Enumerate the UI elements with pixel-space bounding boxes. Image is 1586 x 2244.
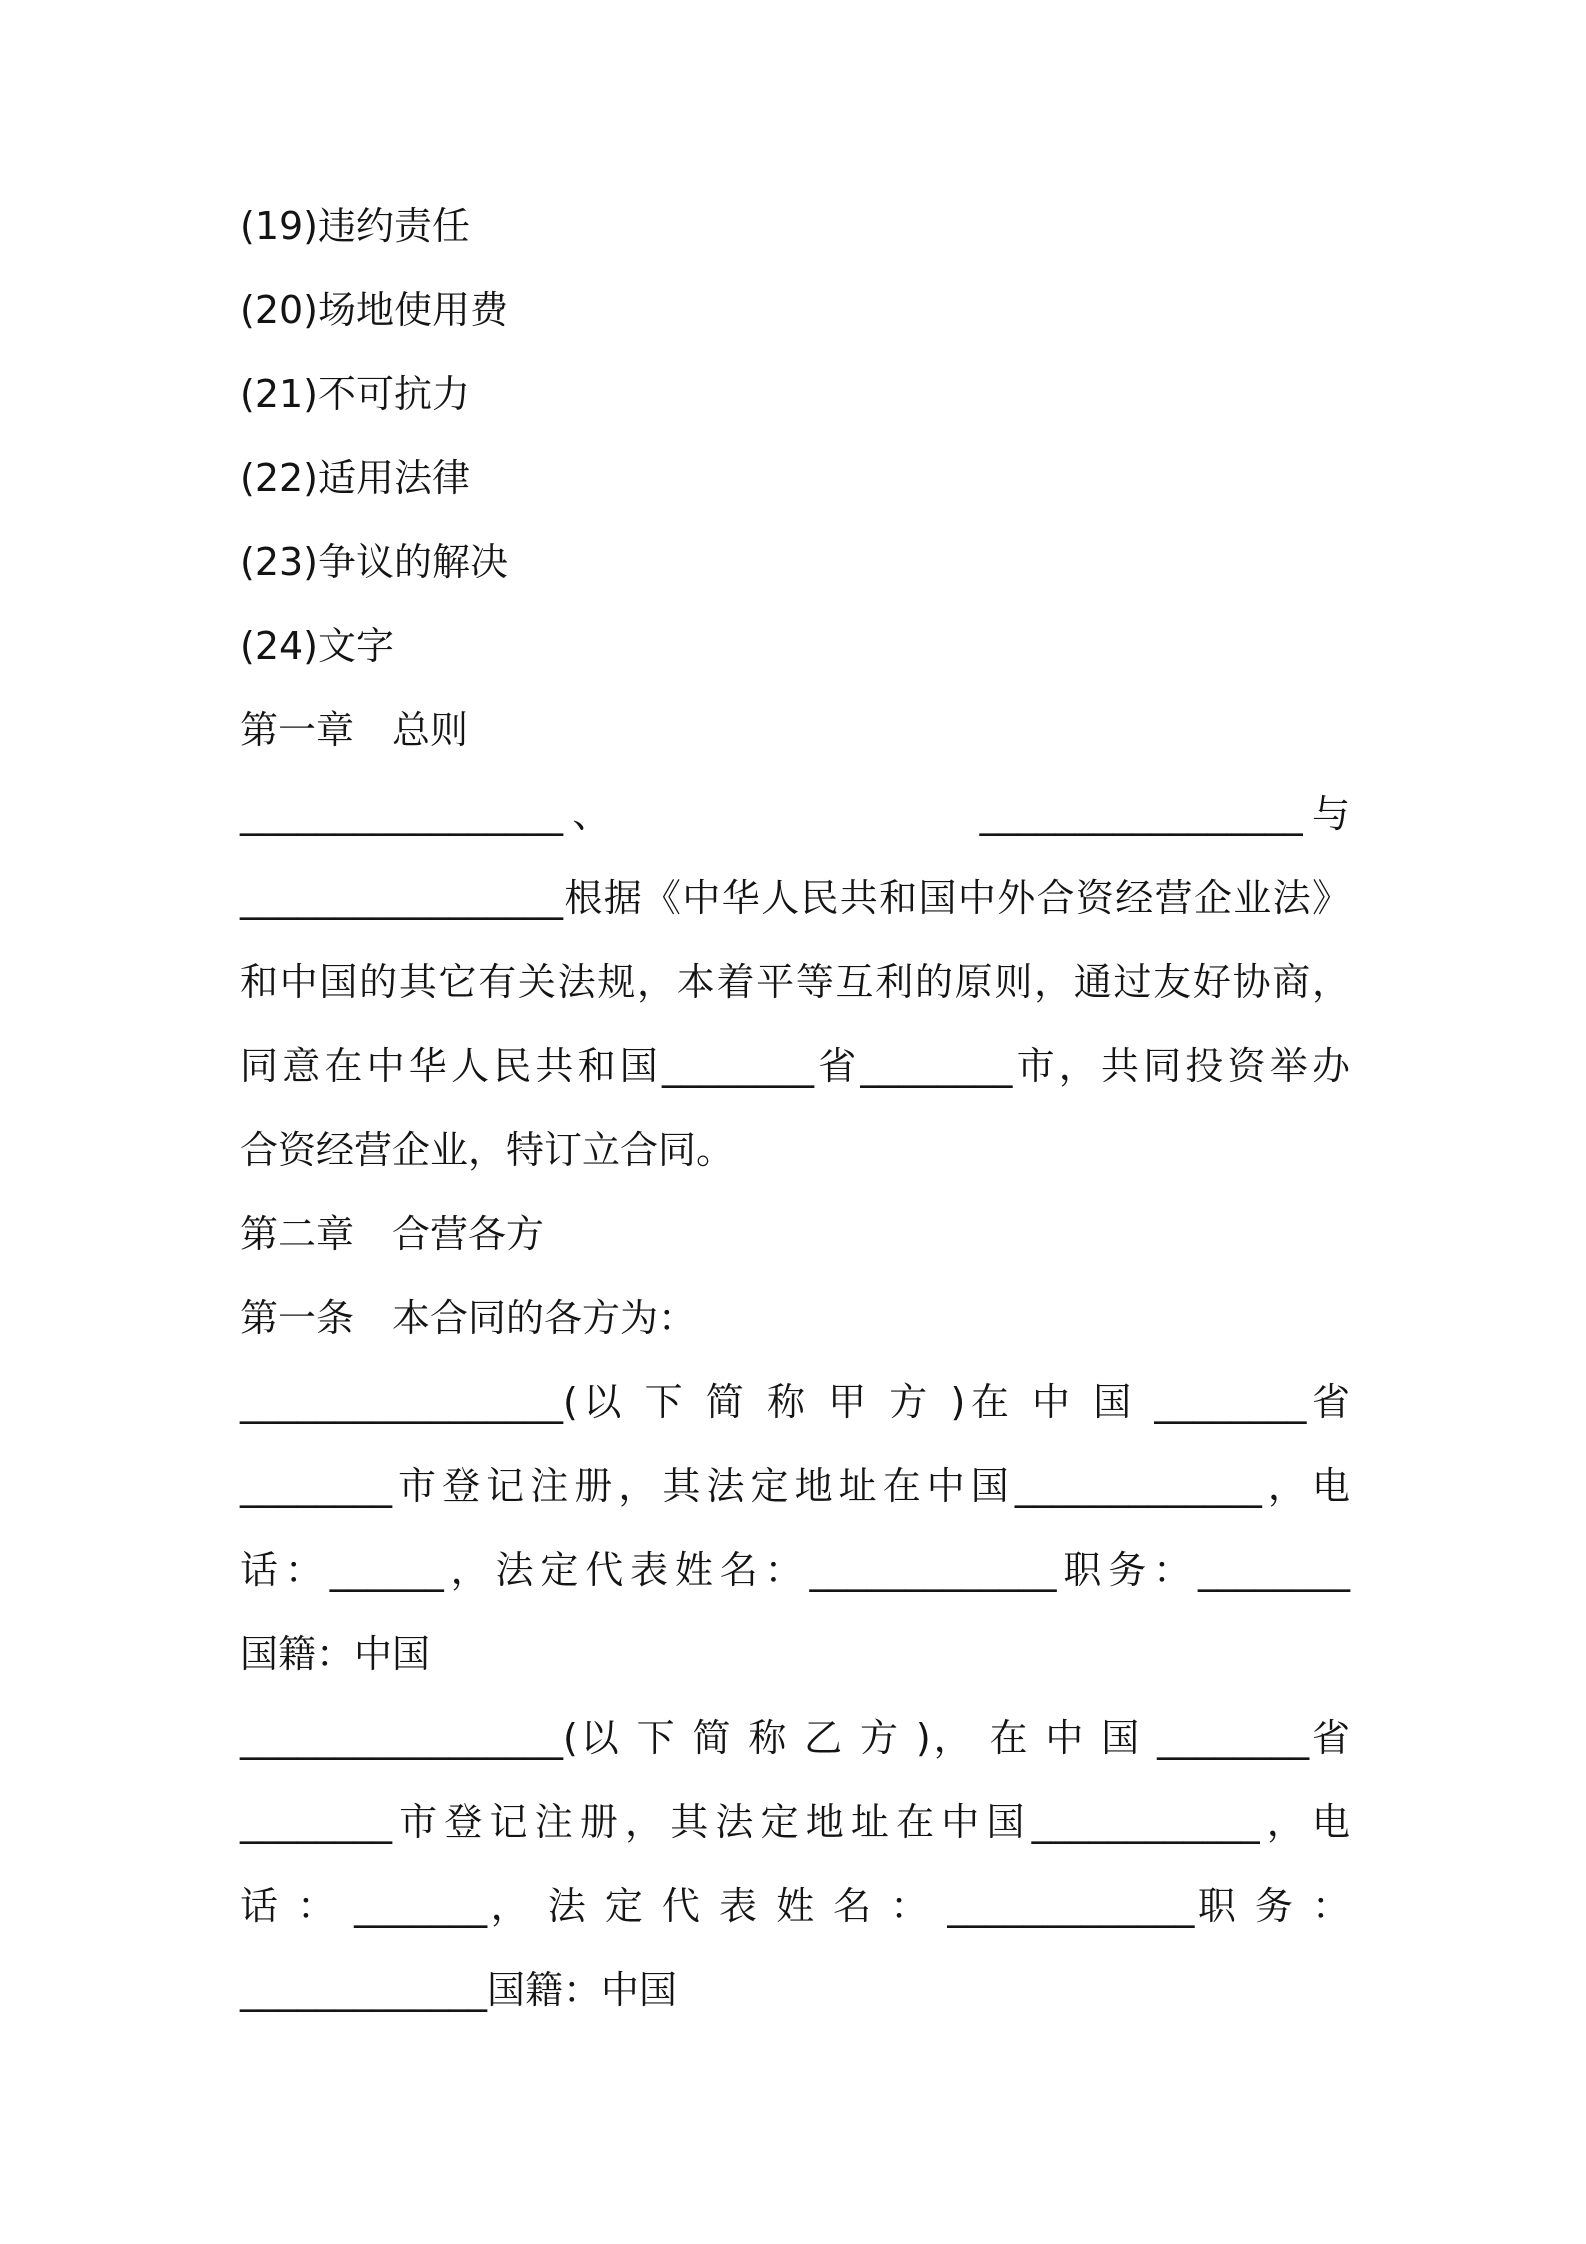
party-b-line-4: _____________国籍：中国 (240, 1968, 678, 2012)
toc-item-20: (20)场地使用费 (240, 288, 509, 332)
article-1-heading: 第一条 本合同的各方为： (240, 1296, 697, 1340)
toc-item-22: (22)适用法律 (240, 456, 471, 500)
chapter-1-line-4: 同意在中华人民共和国________省________市，共同投资举办 (240, 1044, 1350, 1088)
chapter-1-line-3: 和中国的其它有关法规，本着平等互利的原则，通过友好协商， (240, 960, 1350, 1004)
toc-item-23: (23)争议的解决 (240, 540, 509, 584)
chapter-1-line-1: _________________、 _________________与 (240, 792, 1350, 836)
chapter-1-heading: 第一章 总则 (240, 708, 469, 752)
party-a-line-2: ________市登记注册，其法定地址在中国_____________，电 (240, 1464, 1350, 1508)
chapter-1-line-2: _________________根据《中华人民共和国中外合资经营企业法》 (240, 876, 1350, 920)
toc-item-21: (21)不可抗力 (240, 372, 471, 416)
party-b-line-2: ________市登记注册，其法定地址在中国____________，电 (240, 1800, 1350, 1844)
chapter-1-line-5: 合资经营企业，特订立合同。 (240, 1128, 735, 1172)
party-b-line-3: 话 ： _______， 法 定 代 表 姓 名 ： _____________职 务 ： (240, 1884, 1350, 1928)
party-a-line-3: 话：______，法定代表姓名：_____________职务：________ (240, 1548, 1350, 1592)
party-a-line-4: 国籍：中国 (240, 1632, 431, 1676)
party-b-line-1: _________________(以 下 简 称 乙 方 )， 在 中 国 ________省 (240, 1716, 1350, 1760)
party-a-line-1: _________________(以 下 简 称 甲 方 )在 中 国 ________省 (240, 1380, 1350, 1424)
chapter-2-heading: 第二章 合营各方 (240, 1212, 545, 1256)
toc-item-19: (19)违约责任 (240, 204, 471, 248)
toc-item-24: (24)文字 (240, 624, 395, 668)
